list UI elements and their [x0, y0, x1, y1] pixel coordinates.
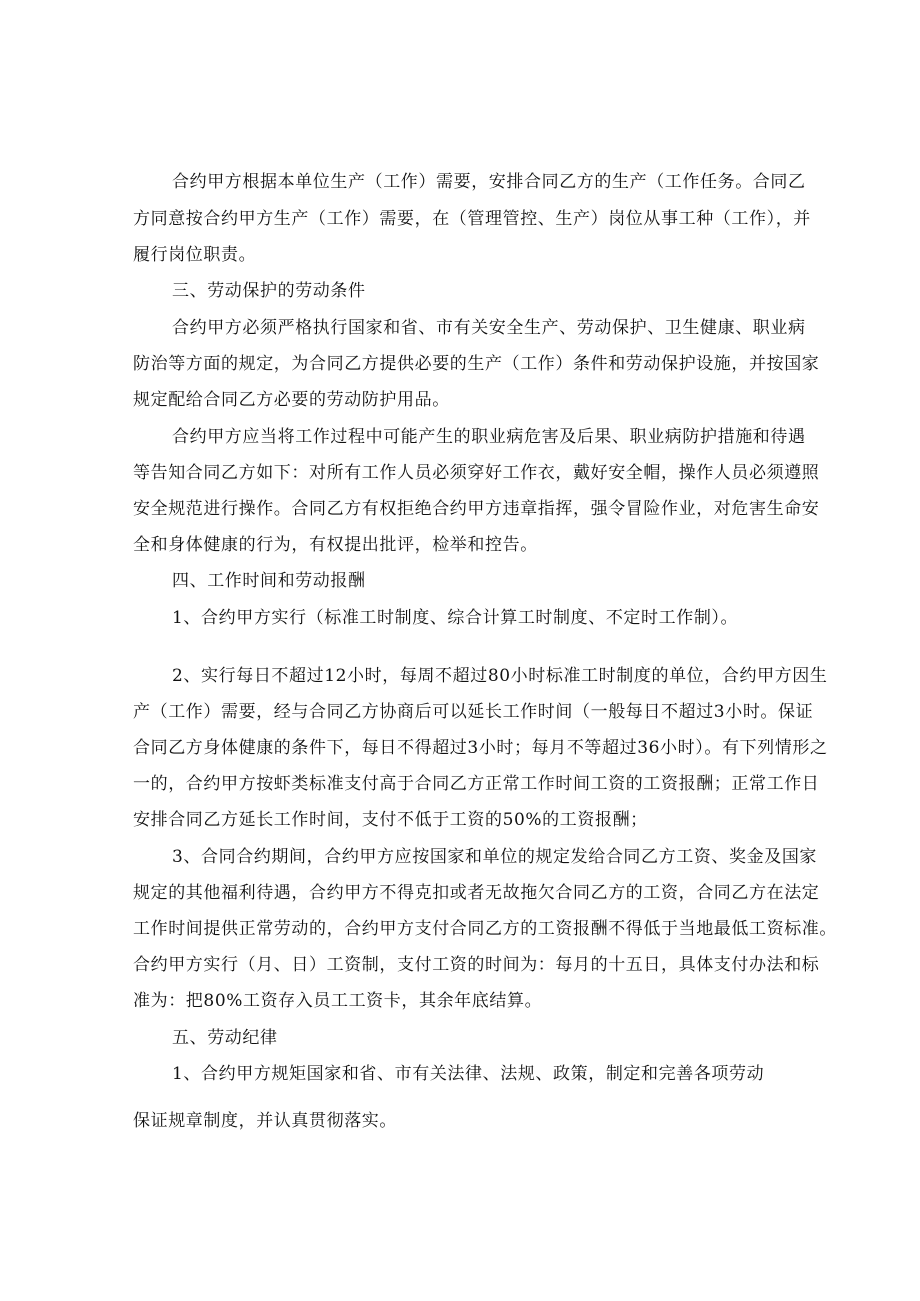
paragraph-line: 合约甲方实行（月、日）工资制，支付工资的时间为：每月的十五日，具体支付办法和标 [133, 955, 820, 975]
paragraph-line: 安排合同乙方延长工作时间，支付不低于工资的50%的工资报酬； [133, 810, 648, 830]
paragraph-line: 1、合约甲方实行（标准工时制度、综合计算工时制度、不定时工作制）。 [172, 608, 739, 628]
paragraph-line: 方同意按合约甲方生产（工作）需要，在（管理管控、生产）岗位从事工种（工作），并 [133, 209, 811, 229]
paragraph-line: 2、实行每日不超过12小时，每周不超过80小时标准工时制度的单位，合约甲方因生 [172, 666, 828, 686]
paragraph-line: 安全规范进行操作。合同乙方有权拒绝合约甲方违章指挥，强令冒险作业，对危害生命安 [133, 499, 820, 519]
section-heading: 五、劳动纪律 [172, 1028, 278, 1048]
paragraph-line: 防治等方面的规定，为合同乙方提供必要的生产（工作）条件和劳动保护设施，并按国家 [133, 354, 820, 374]
paragraph-line: 合同乙方身体健康的条件下，每日不得超过3小时；每月不等超过36小时）。有下列情形之 [133, 738, 828, 758]
paragraph-line: 合约甲方必须严格执行国家和省、市有关安全生产、劳动保护、卫生健康、职业病 [172, 318, 806, 338]
paragraph-line: 履行岗位职责。 [133, 245, 257, 265]
paragraph-line: 一的，合约甲方按虾类标准支付高于合同乙方正常工作时间工资的工资报酬；正常工作日 [133, 774, 820, 794]
paragraph-line: 3、合同合约期间，合约甲方应按国家和单位的规定发给合同乙方工资、奖金及国家 [172, 847, 818, 867]
paragraph-line: 产（工作）需要，经与合同乙方协商后可以延长工作时间（一般每日不超过3小时。保证 [133, 702, 814, 722]
paragraph-line: 1、合约甲方规矩国家和省、市有关法律、法规、政策，制定和完善各项劳动 [172, 1064, 765, 1084]
paragraph-line: 合约甲方应当将工作过程中可能产生的职业病危害及后果、职业病防护措施和待遇 [172, 427, 806, 447]
paragraph-line: 等告知合同乙方如下：对所有工作人员必须穿好工作衣，戴好安全帽，操作人员必须遵照 [133, 463, 820, 483]
paragraph-line: 全和身体健康的行为，有权提出批评，检举和控告。 [133, 535, 538, 555]
paragraph-line: 保证规章制度，并认真贯彻落实。 [133, 1111, 397, 1131]
paragraph-line: 合约甲方根据本单位生产（工作）需要，安排合同乙方的生产（工作任务。合同乙 [172, 172, 806, 192]
section-heading: 四、工作时间和劳动报酬 [172, 571, 366, 591]
paragraph-line: 工作时间提供正常劳动的，合约甲方支付合同乙方的工资报酬不得低于当地最低工资标准。 [133, 919, 837, 939]
section-heading: 三、劳动保护的劳动条件 [172, 281, 366, 301]
paragraph-line: 规定配给合同乙方必要的劳动防护用品。 [133, 390, 450, 410]
paragraph-line: 准为：把80%工资存入员工工资卡，其余年底结算。 [133, 991, 543, 1011]
paragraph-line: 规定的其他福利待遇，合约甲方不得克扣或者无故拖欠合同乙方的工资，合同乙方在法定 [133, 883, 820, 903]
